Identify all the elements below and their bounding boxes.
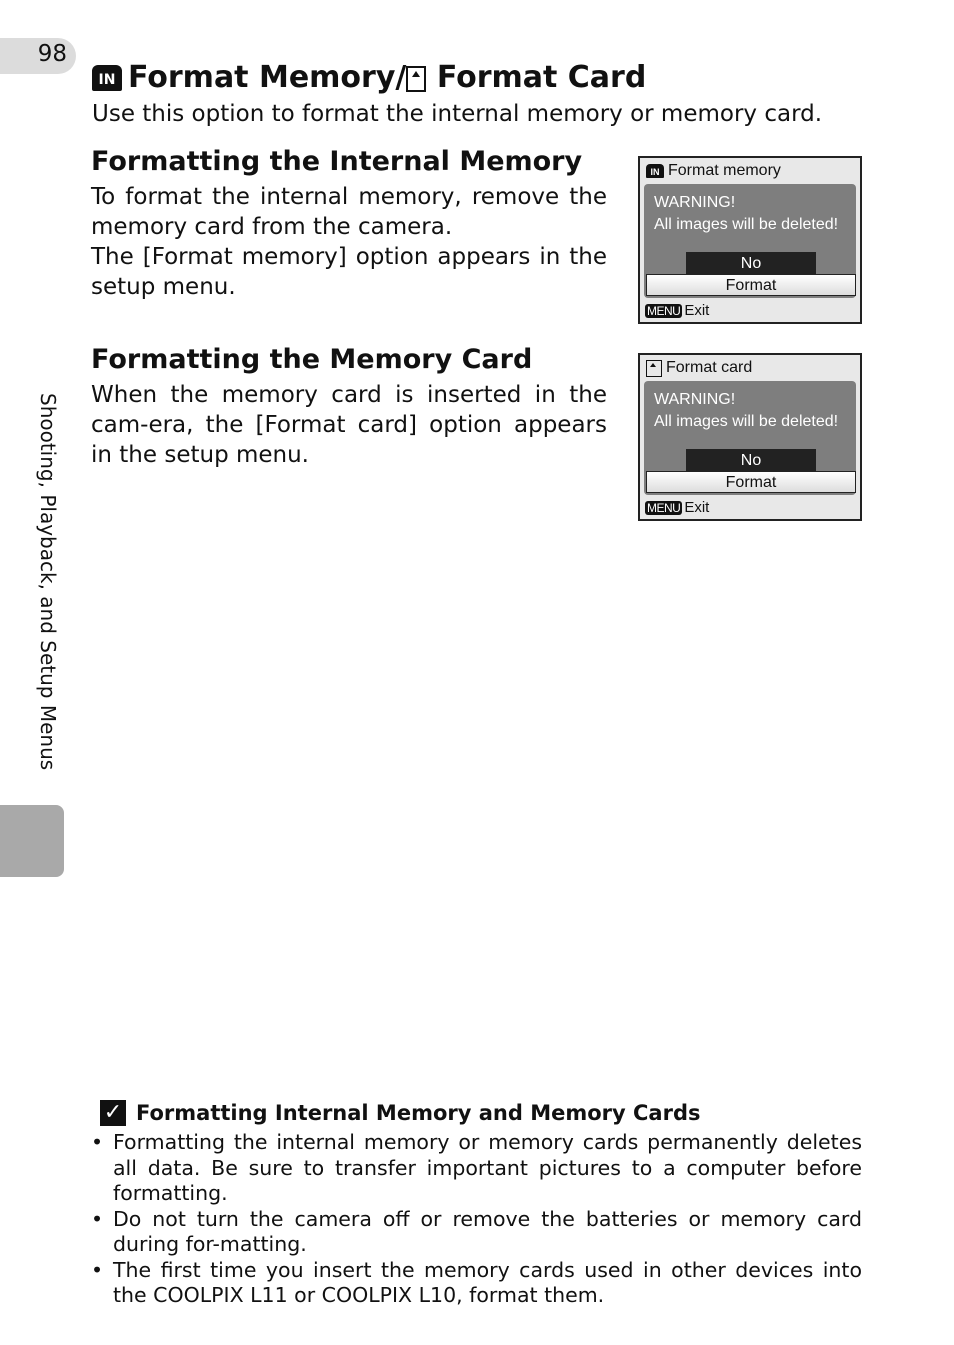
page-number-tab — [0, 38, 76, 74]
exit-label: Exit — [684, 302, 710, 319]
format-card-screen — [638, 353, 862, 521]
warning-message: All images will be deleted! — [654, 413, 839, 430]
format-option[interactable]: Format — [646, 471, 856, 493]
menu-button-icon: MENU — [647, 500, 681, 515]
format-option[interactable]: Format — [646, 274, 856, 296]
paragraph: To format the internal memory, remove the memory card from the camera. — [91, 184, 607, 240]
page-number: 98 — [37, 41, 67, 67]
list-item: • Formatting the internal memory or memory cards permanently deletes all data. Be sure to transfer important pictures to a computer before formatting. — [91, 1130, 862, 1207]
section-body — [91, 182, 607, 302]
section-heading: Formatting the Internal Memory — [91, 146, 583, 177]
internal-memory-icon: IN — [92, 65, 122, 91]
memory-card-icon — [406, 66, 426, 92]
warning-dialog — [644, 184, 856, 298]
memory-card-icon — [646, 360, 662, 377]
warning-dialog — [644, 381, 856, 495]
no-option[interactable]: No — [686, 449, 816, 471]
title-part2: Format Card — [436, 60, 647, 95]
section-heading: Formatting the Memory Card — [91, 344, 533, 375]
intro-text: Use this option to format the internal memory or memory card. — [92, 101, 823, 127]
exit-label: Exit — [684, 499, 710, 516]
format-memory-screen — [638, 156, 862, 324]
side-chapter-label: Shooting, Playback, and Setup Menus — [36, 393, 60, 771]
note-heading — [100, 1100, 700, 1126]
section-body — [91, 380, 607, 470]
note-title: Formatting Internal Memory and Memory Cards — [136, 1101, 701, 1125]
menu-button-icon: MENU — [647, 303, 681, 318]
checkmark-icon: ✓ — [100, 1100, 126, 1126]
list-item: • The first time you insert the memory cards used in other devices into the COOLPIX L11 or COOLPIX L10, format them. — [91, 1258, 862, 1309]
internal-memory-icon: IN — [646, 164, 664, 178]
screen-title: Format memory — [668, 162, 781, 179]
title-part1: Format Memory/ — [128, 60, 407, 95]
warning-label: WARNING! — [654, 194, 736, 211]
warning-message: All images will be deleted! — [654, 216, 839, 233]
paragraph: When the memory card is inserted in the cam-era, the [Format card] option appears in the setup menu. — [91, 382, 607, 468]
note-list — [91, 1130, 862, 1309]
warning-label: WARNING! — [654, 391, 736, 408]
paragraph: The [Format memory] option appears in the setup menu. — [91, 244, 607, 300]
no-option[interactable]: No — [686, 252, 816, 274]
page-title — [92, 60, 646, 95]
screen-title: Format card — [666, 359, 753, 376]
list-item: • Do not turn the camera off or remove the batteries or memory card during for-matting. — [91, 1207, 862, 1258]
chapter-tab — [0, 805, 64, 877]
